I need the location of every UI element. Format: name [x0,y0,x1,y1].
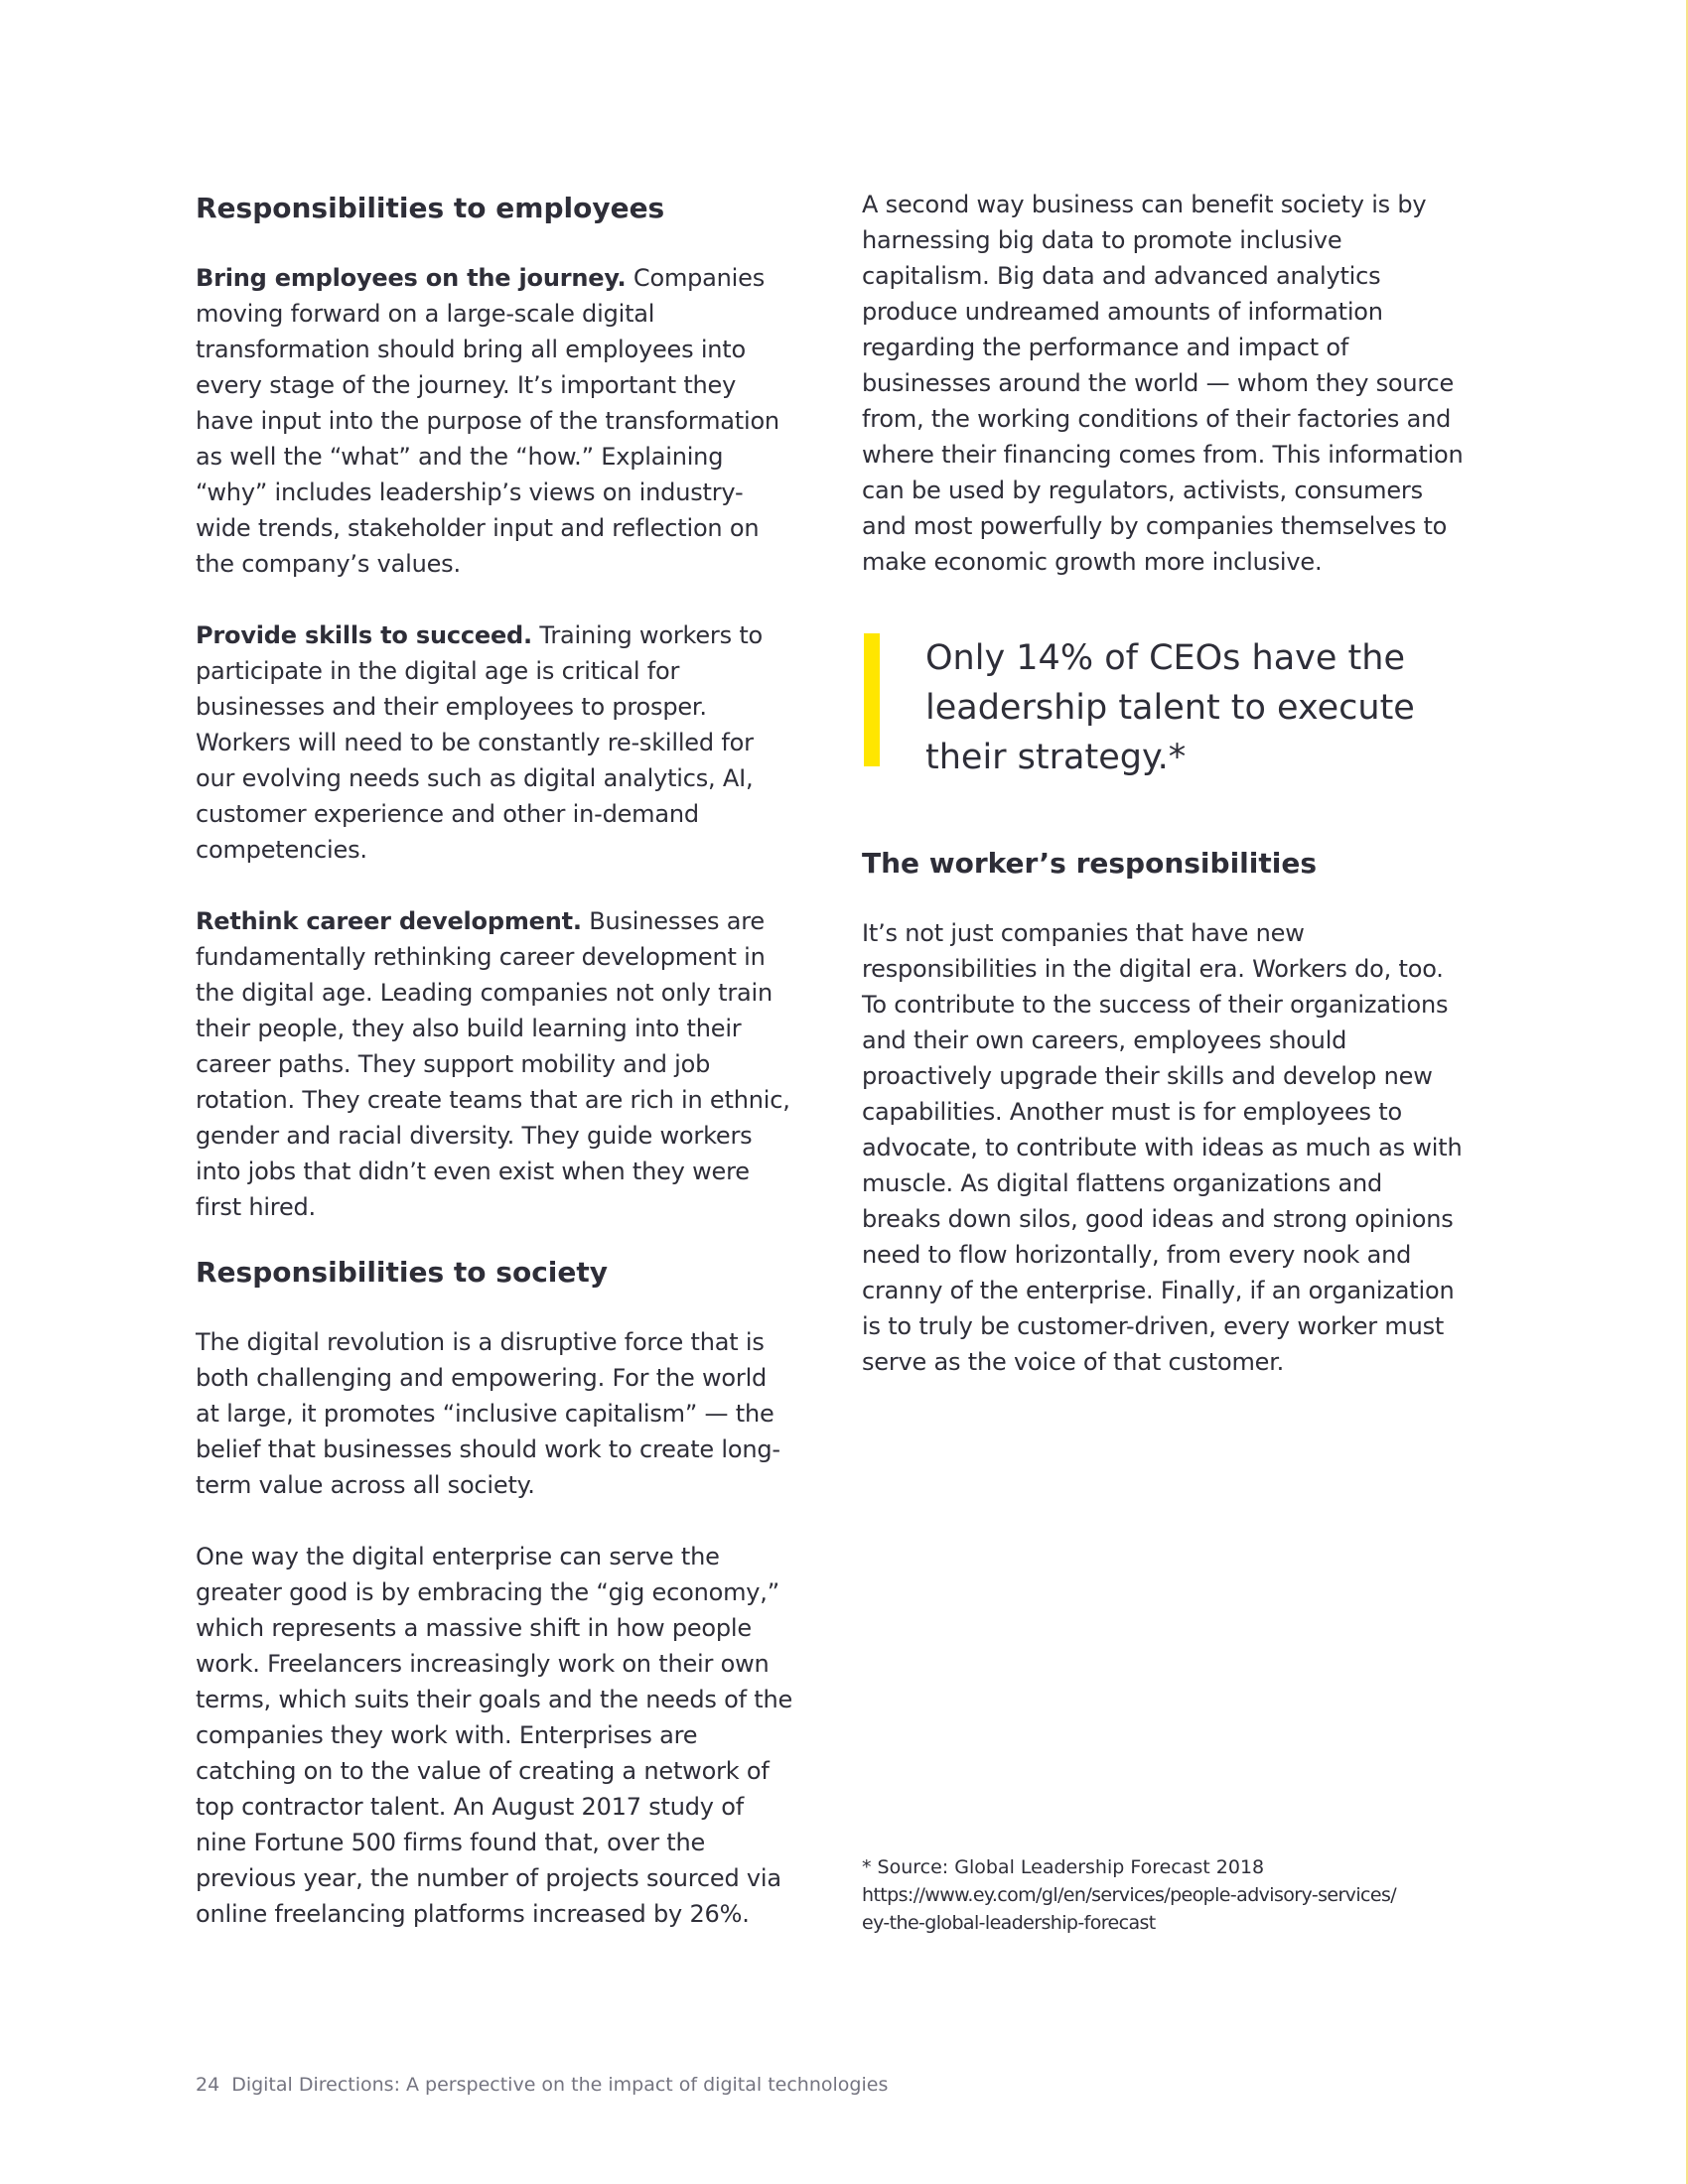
source-note [862,1853,1464,1937]
quote-text: Only 14% of CEOs have the leadership talent to execute their strategy.* [925,638,1415,777]
page-footer [196,2071,888,2099]
lead-provide-skills: Provide skills to succeed. [196,621,532,649]
body-provide-skills: Training workers to participate in the digital age is critical for businesses and their employees to prosper. Workers will need to be constantly re-skilled for our evolving needs such as digital analytics, AI, customer experience and other in-demand competencies. [196,621,764,864]
quote-accent-bar [864,633,880,766]
paragraph-provide-skills [196,617,797,868]
right-column [862,191,1464,1416]
page-number: 24 [196,2074,220,2096]
paragraph-rethink-career [196,903,797,1225]
heading-worker: The worker’s responsibilities [862,847,1317,880]
lead-bring-employees: Bring employees on the journey. [196,264,627,292]
source-url-line2[interactable]: ey-the-global-leadership-forecast [862,1912,1156,1934]
paragraph-big-data: A second way business can benefit society is by harnessing big data to promote inclusive capitalism. Big data and advanced analytics produce undreamed amounts of information regarding the performance and impact of businesses around the world — whom they source from, the working conditions of their factories and where their financing comes from. This information can be used by regulators, activists, consumers and most powerfully by companies themselves to make economic growth more inclusive. [862,191,1464,576]
source-url-line1[interactable]: https://www.ey.com/gl/en/services/people-advisory-services/ [862,1884,1397,1906]
lead-rethink-career: Rethink career development. [196,907,582,935]
left-column [196,191,797,1968]
body-rethink-career: Businesses are fundamentally rethinking career development in the digital age. Leading companies not only train their people, they also build learning into their career paths. They support mobility and job rotation. They create teams that are rich in ethnic, gender and racial diversity. They guide workers into jobs that didn’t even exist when they were first hired. [196,907,790,1221]
footer-title: Digital Directions: A perspective on the impact of digital technologies [231,2074,889,2096]
paragraph-bring-employees [196,260,797,582]
body-bring-employees: Companies moving forward on a large-scale digital transformation should bring all employees into every stage of the journey. It’s important they have input into the purpose of the transformation as well the “what” and the “how.” Explaining “why” includes leadership’s views on industry-wide trends, stakeholder input and reflection on the company’s values. [196,264,779,578]
heading-employees: Responsibilities to employees [196,192,665,224]
paragraph-gig-economy: One way the digital enterprise can serve the greater good is by embracing the “gig economy,” which represents a massive shift in how people work. Freelancers increasingly work on their own terms, which suits their goals and the needs of the companies they work with. Enterprises are catching on to the value of creating a network of top contractor talent. An August 2017 study of nine Fortune 500 firms found that, over the previous year, the number of projects sourced via online freelancing platforms increased by 26%. [196,1543,793,1928]
pull-quote [862,633,1464,782]
paragraph-worker: It’s not just companies that have new responsibilities in the digital era. Workers do, too. To contribute to the success of their organizations and their own careers, employees should proactively upgrade their skills and develop new capabilities. Another must is for employees to advocate, to contribute with ideas as much as with muscle. As digital flattens organizations and breaks down silos, good ideas and strong opinions need to flow horizontally, from every nook and cranny of the enterprise. Finally, if an organization is to truly be customer-driven, every worker must serve as the voice of that customer. [862,919,1463,1376]
paragraph-digital-revolution: The digital revolution is a disruptive force that is both challenging and empowering. For the world at large, it promotes “inclusive capitalism” — the belief that businesses should work to create long-term value across all society. [196,1328,780,1499]
source-label: * Source: Global Leadership Forecast 2018 [862,1856,1265,1878]
heading-society: Responsibilities to society [196,1256,609,1289]
